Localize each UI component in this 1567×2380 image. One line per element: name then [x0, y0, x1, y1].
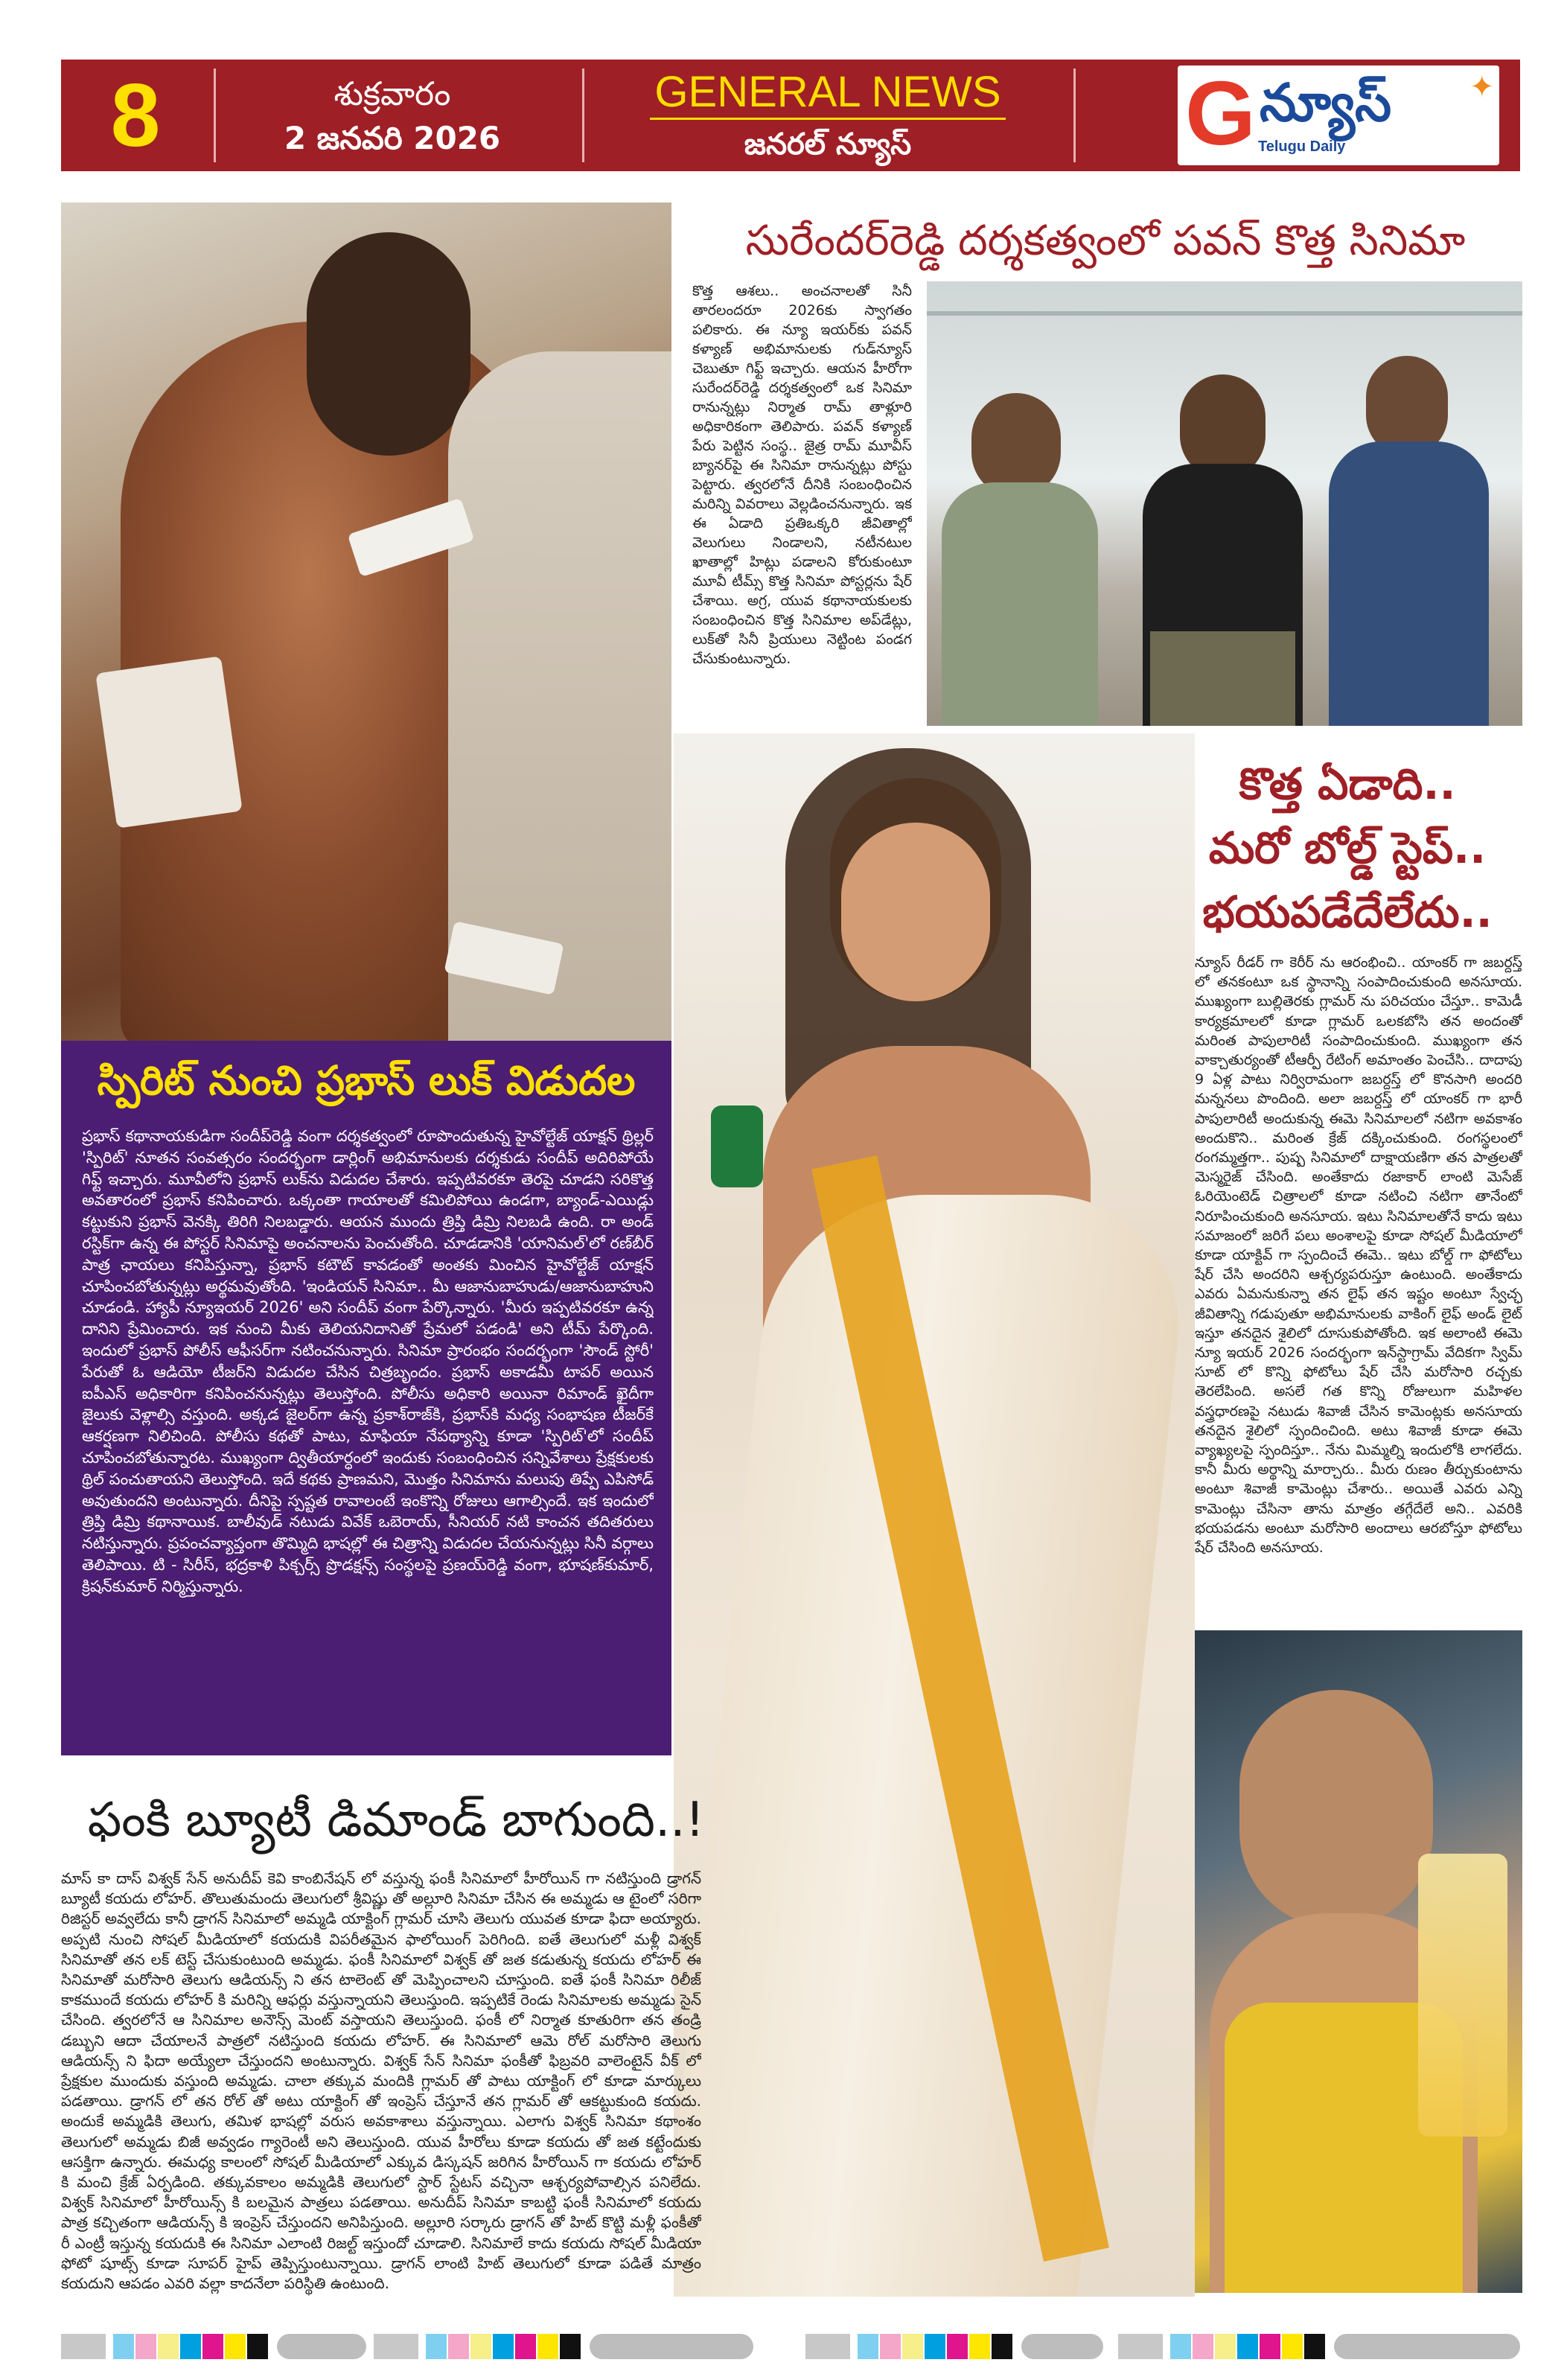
phanki-headline: ఫంకి బ్యూటీ డిమాండ్ బాగుంది..! [87, 1793, 705, 1848]
color-patch [493, 2334, 514, 2359]
color-patch [1193, 2334, 1213, 2359]
color-patch [158, 2334, 179, 2359]
person-legs-shape [1150, 631, 1295, 726]
anasuya-photo [1195, 1630, 1522, 2293]
person-head-shape [1180, 374, 1266, 479]
pawan-team-photo [927, 281, 1522, 726]
color-patch [277, 2334, 366, 2359]
color-patch [1118, 2334, 1163, 2359]
color-patch [1237, 2334, 1258, 2359]
header-divider [582, 68, 584, 162]
color-patch [1334, 2334, 1520, 2359]
color-patch [448, 2334, 469, 2359]
color-patch [1021, 2334, 1103, 2359]
actress-saree-photo [674, 733, 1195, 2297]
header-divider [214, 68, 216, 162]
section-title-te: జనరల్ న్యూస్ [744, 127, 912, 162]
color-patch [180, 2334, 201, 2359]
logo-letter: G [1185, 63, 1256, 164]
color-patch [470, 2334, 491, 2359]
logo-word: న్యూస్ [1260, 72, 1392, 133]
new-year-headline-line: కొత్త ఏడాది.. [1239, 759, 1456, 809]
new-year-article-body: న్యూస్ రీడర్ గా కెరీర్ ను ఆరంభించి.. యాంకర్ గా జబర్దస్త్ లో తనకంటూ ఒక స్థానాన్ని సంపాదించుకుంది అనసూయ. ముఖ్యంగా బుల్లితెరకు గ్లామర్ ను పరిచయం చేస్తూ.. కామెడీ కార్యక్రమాలలో కూడా గ్లామర్ ఒలకబోసి తన అందంతో మరింత పాపులారిటీ సంపాదించుకుంది. ముఖ్యంగా తన వాక్చాతుర్యంతో టీఆర్పీ రేటింగ్ అమాంతం పెంచేసి.. దాదాపు 9 ఏళ్ల పాటు నిర్విరామంగా జబర్దస్త్ లో కొనసాగి అందరి మన్ననలు పొందింది. అలా జబర్దస్త్ లో యాంకర్ గా భారీ పాపులారిటీ అందుకున్న ఈమె సినిమాలలో నటిగా అవకాశం అందుకొని.. మరింత క్రేజ్ దక్కించుకుంది. రంగస్థలంలో రంగమ్మత్తగా.. పుష్ప సినిమాలో దాక్షాయణిగా తన పాత్రలతో మెస్మరైజ్ చేసింది. అంతేకాదు రజాకార్ లాంటి మెసేజ్ ఓరియెంటెడ్ చిత్రాలలో కూడా నటించి నటిగా తానేంటో నిరూపించుకుంది అనసూయ. ఇటు సినిమాలతోనే కాదు ఇటు సమాజంలో జరిగే పలు అంశాలపై కూడా సోషల్ మీడియాలో కూడా యాక్టివ్ గా స్పందించే ఈమె.. ఇటు బోల్డ్ గా ఫోటోలు షేర్ చేసి అందరిని ఆశ్చర్యపరుస్తూ ఉంటుంది. అంతేకాదు ఎవరు ఏమనుకున్నా తన లైఫ్ తన ఇష్టం అంటూ స్వేచ్ఛ జీవితాన్ని గడుపుతూ అభిమానులకు వాకింగ్ లైఫ్ అండ్ లైట్ ఇస్తూ తనదైన శైలిలో దూసుకుపోతోంది. ఇక అలాంటి ఈమె న్యూ ఇయర్ 2026 సందర్భంగా ఇన్‌స్టాగ్రామ్ వేదికగా స్విమ్ సూట్ లో కొన్ని ఫోటోలు షేర్ చేసి మరోసారి రచ్చకు తెరలేపింది. అసలే గత కొన్ని రోజులుగా మహిళల వస్త్రధారణపై నటుడు శివాజీ చేసిన కామెంట్లకు అనసూయ తనదైన శైలిలో స్పందించింది. అటు శివాజీ కూడా ఈమె వ్యాఖ్యలపై స్పందిస్తూ.. నేను మిమ్మల్ని ఇందులోకి లాగలేదు. కానీ మీరు అర్థాన్ని మార్చారు.. మీరు రుణం తీర్చుకుంటాను అంటూ శివాజీ కామెంట్లు చేశారు.. అయితే ఎవరు ఎన్ని కామెంట్లు చేసినా తాను మాత్రం తగ్గేదేలే అని.. ఎవరికి భయపడను అంటూ మరోసారి అందాలు ఆరబోస్తూ ఫోటోలు షేర్ చేసింది అనసూయ. [1195, 954, 1522, 1557]
bandage-shape [95, 656, 243, 829]
color-patch [1170, 2334, 1191, 2359]
color-patch [247, 2334, 268, 2359]
phanki-article-body: మాస్ కా దాస్ విశ్వక్ సేన్ అనుదీప్ కెవి కాంబినేషన్ లో వస్తున్న ఫంకీ సినిమాలో హీరోయిన్ గా నటిస్తుంది డ్రాగన్ బ్యూటీ కయదు లోహర్. తొలుతుమందు తెలుగులో శ్రీవిష్ణు తో అల్లూరి సినిమా చేసిన ఈ అమ్మడు ఆ టైంలో సరిగా రిజిస్టర్ అవ్వలేదు కానీ డ్రాగన్ సినిమాలో అమ్మడి యాక్టింగ్ గ్లామర్ చూసి తెలుగు యువత కూడా ఫిదా అయ్యారు. అప్పటి నుంచి సోషల్ మీడియాలో కయదుకి విపరీతమైన ఫాలోయింగ్ పెరిగింది. ఐతే తెలుగులో మళ్లీ విశ్వక్ సినిమాతో తన లక్ టెస్ట్ చేసుకుంటుంది అమ్మడు. ఫంకీ సినిమాలో విశ్వక్ తో జత కడుతున్న కయదు లోహర్ ఈ సినిమాతో మరోసారి తెలుగు ఆడియన్స్ ని తన టాలెంట్ తో మెప్పించాలని చూస్తుంది. ఐతే ఫంకీ సినిమా రిలీజ్ కాకముందే కయదు లోహర్ కి మరిన్ని ఆఫర్లు వస్తున్నాయని తెలుస్తుంది. ఇప్పటికే రెండు సినిమాలకు అమ్మడు సైన్ చేసింది. త్వరలోనే ఆ సినిమాల అనౌన్స్ మెంట్ వస్తాయని తెలుస్తుంది. ఫంకీ లో నిర్మాత కూతురిగా తన తండ్రి డబ్బుని ఆదా చేయాలనే పాత్రలో నటిస్తుంది కయదు లోహర్. ఈ సినిమాలో ఆమె రోల్ మరోసారి తెలుగు ఆడియన్స్ ని ఫిదా అయ్యేలా చేస్తుందని అంటున్నారు. విశ్వక్ సేన్ సినిమా ఫంకీతో ఫిబ్రవరి వాలెంటైన్ వీక్ లో ప్రేక్షకుల ముందుకు వస్తుంది అమ్మడు. చాలా తక్కువ మందికి గ్లామర్ తో పాటు యాక్టింగ్ లో కూడా మార్కులు పడతాయి. డ్రాగన్ లో తన రోల్ తో అటు యాక్టింగ్ తో ఇంప్రెస్ చేస్తూనే తన గ్లామర్ తో ఆకట్టుకుంది కయదు. అందుకే అమ్మడికి తెలుగు, తమిళ భాషల్లో వరుస అవకాశాలు వస్తున్నాయి. ఎలాగు విశ్వక్ సినిమా కథాంశం తెలుగులో అమ్మడు బిజీ అవ్వడం గ్యారెంటీ అని తెలుస్తుంది. యువ హీరోలు కూడా కయదు తో జత కట్టేందుకు ఆసక్తిగా ఉన్నారు. ఈమధ్య కాలంలో సోషల్ మీడియాలో ఎక్కువ డిస్కషన్ జరిగిన హీరోయిన్ గా కయదు లోహర్ కి మంచి క్రేజ్ ఏర్పడింది. తక్కువకాలం అమ్మడికి తెలుగులో స్టార్ స్టేటస్ వచ్చినా ఆశ్చర్యపోవాల్సిన పనిలేదు. విశ్వక్ సినిమాలో హీరోయిన్స్ కి బలమైన పాత్రలు పడతాయి. అనుదీప్ సినిమా కాబట్టి ఫంకీ సినిమాలో కయదు పాత్ర కచ్చితంగా ఆడియన్స్ కి ఇంప్రెస్ చేస్తుందని అనిపిస్తుంది. అల్లూరి సర్కారు డ్రాగన్ తో హిట్ కొట్టి మళ్లీ ఫంకీతో రీ ఎంట్రీ ఇస్తున్న కయదుకి ఈ సినిమా ఎలాంటి రిజల్ట్ ఇస్తుందో చూడాలి. సినిమాలే కాదు కయదు సోషల్ మీడియా ఫోటో షూట్స్ కూడా సూపర్ హైప్ తెప్పిస్తుంటున్నాయి. డ్రాగన్ లాంటి హిట్ తెలుగులో కూడా పడితే మాత్రం కయదుని ఆపడం ఎవరి వల్లా కాదనేలా పరిస్థితి ఉంటుంది. [61, 1869, 701, 2293]
new-year-headline [1176, 752, 1519, 944]
header-divider [1073, 68, 1076, 162]
color-patch [515, 2334, 536, 2359]
page-number: 8 [110, 66, 161, 165]
color-patch [1260, 2334, 1280, 2359]
spirit-poster-photo [61, 202, 671, 1041]
color-patch [590, 2334, 753, 2359]
print-color-bar [61, 2334, 1520, 2359]
face-shape [841, 823, 990, 1001]
new-year-headline-line: మరో బోల్డ్ స్టెప్.. [1208, 823, 1487, 873]
color-patch [858, 2334, 878, 2359]
person-body-shape [1329, 441, 1489, 726]
color-patch [902, 2334, 923, 2359]
issue-date-text: 2 జనవరి 2026 [284, 120, 501, 156]
color-patch [947, 2334, 968, 2359]
spirit-article-box [61, 1041, 671, 1755]
section-title [597, 67, 1059, 169]
color-patch [1304, 2334, 1325, 2359]
person-body-shape [942, 482, 1098, 726]
new-year-headline-line: భయపడేదేలేదు.. [1202, 887, 1493, 937]
color-patch [880, 2334, 901, 2359]
color-patch [925, 2334, 945, 2359]
section-title-en: GENERAL NEWS [650, 67, 1005, 120]
logo-subtitle: Telugu Daily [1258, 138, 1346, 155]
color-patch [1215, 2334, 1236, 2359]
newspaper-logo [1178, 63, 1499, 165]
person-head-shape [971, 393, 1061, 497]
color-patch [992, 2334, 1012, 2359]
ceiling-line [927, 311, 1522, 316]
color-patch [537, 2334, 558, 2359]
color-patch [61, 2334, 106, 2359]
juice-glass-shape [1418, 1854, 1507, 2137]
color-patch [969, 2334, 990, 2359]
color-patch [113, 2334, 134, 2359]
pawan-headline: సురేందర్‌రెడ్డి దర్శకత్వంలో పవన్ కొత్త సినిమా [745, 217, 1466, 265]
face-shape [1239, 1690, 1433, 1928]
color-patch [374, 2334, 418, 2359]
issue-day: శుక్రవారం [333, 75, 451, 113]
color-patch [202, 2334, 223, 2359]
color-patch [135, 2334, 156, 2359]
color-patch [225, 2334, 246, 2359]
logo-flame-icon: ✦ [1469, 70, 1495, 104]
pawan-article-body: కొత్త ఆశలు.. అంచనాలతో సినీ తారలందరూ 2026కు స్వాగతం పలికారు. ఈ న్యూ ఇయర్‌కు పవన్ కళ్యాణ్ అభిమానులకు గుడ్‌న్యూస్ చెబుతూ గిఫ్ట్ ఇచ్చారు. ఆయన హీరోగా సురేందర్‌రెడ్డి దర్శకత్వంలో ఒక సినిమా రానున్నట్లు నిర్మాత రామ్ తాళ్లూరి అధికారికంగా తెలిపారు. పవన్ కళ్యాణ్ పేరు పెట్టిన సంస్థ.. జైత్ర రామ్ మూవీస్ బ్యానర్‌పై ఈ సినిమా రానున్నట్లు పోస్టు పెట్టారు. త్వరలోనే దీనికి సంబంధించిన మరిన్ని వివరాలు వెల్లడించనున్నారు. ఇక ఈ ఏడాది ప్రతిఒక్కరి జీవితాల్లో వెలుగులు నిండాలని, నటీనటుల ఖాతాల్లో హిట్లు పడాలని కోరుకుంటూ మూవీ టీమ్స్ కొత్త సినిమా పోస్టర్లను షేర్ చేశాయి. అగ్ర, యువ కథానాయకులకు సంబంధించిన కొత్త సినిమాల అప్‌డేట్లు, లుక్‌తో సినీ ప్రియులు నెట్టింట పండగ చేసుకుంటున్నారు. [692, 283, 912, 667]
color-patch [1282, 2334, 1303, 2359]
figure-head-shape [307, 232, 470, 456]
color-patch [805, 2334, 850, 2359]
color-patch [560, 2334, 581, 2359]
issue-date [221, 73, 564, 161]
bangles-shape [711, 1106, 763, 1187]
spirit-headline: స్పిరిట్ నుంచి ప్రభాస్ లుక్ విడుదల [97, 1057, 636, 1104]
color-patch [426, 2334, 447, 2359]
spirit-article-body: ప్రభాస్ కథానాయకుడిగా సందీప్‌రెడ్డి వంగా దర్శకత్వంలో రూపొందుతున్న హైవోల్టేజ్ యాక్షన్ థ్రిల్లర్ 'స్పిరిట్' నూతన సంవత్సరం సందర్భంగా డార్లింగ్ అభిమానులకు దర్శకుడు సందీప్ అదిరిపోయే గిఫ్ట్ ఇచ్చారు. మూవీలోని ప్రభాస్ లుక్‌ను విడుదల చేశారు. ఇప్పటివరకూ తెరపై చూడని సరికొత్త అవతారంలో ప్రభాస్ కనిపించారు. ఒక్కంతా గాయాలతో కమిలిపోయి ఉండగా, బ్యాండ్-ఎయిడ్లు కట్టుకుని ప్రభాస్ వెనక్కి తిరిగి నిలబడ్డారు. ఆయన ముందు త్రిప్తి డిమ్రి నిలబడి ఉంది. రా అండ్ రస్టిక్‌గా ఉన్న ఈ పోస్టర్ సినిమాపై అంచనాలను పెంచుతోంది. చూడడానికి 'యానిమల్'లో రణ్‌బీర్ పాత్ర ఛాయలు కనిపిస్తున్నా, ప్రభాస్ కటౌట్ కావడంతో అంతకు మించిన హైవోల్టేజ్ యాక్షన్ చూపించబోతున్నట్లు అర్థమవుతోంది. 'ఇండియన్ సినిమా.. మీ ఆజానుబాహుడు/ఆజానుబాహుని చూడండి. హ్యాపీ న్యూఇయర్ 2026' అని సందీప్ వంగా పేర్కొన్నారు. 'మీరు ఇప్పటివరకూ ఉన్న దానిని ప్రేమించారు. ఇక నుంచి మీకు తెలియనిదానితో ప్రేమలో పడండి' అని టీమ్ పేర్కొంది. ఇందులో ప్రభాస్ పోలీస్ ఆఫీసర్‌గా నటించనున్నారు. సినిమా ప్రారంభం సందర్భంగా 'సౌండ్ స్టోరీ' పేరుతో ఓ ఆడియో టీజర్‌ని విడుదల చేసిన చిత్రబృందం. ప్రభాస్ అకాడమీ టాపర్ అయిన ఐపీఎస్ అధికారిగా కనిపించనున్నట్లు తెలుస్తోంది. పోలీసు అధికారి అయినా రిమాండ్ ఖైదీగా జైలుకు వెళ్లాల్సి వస్తుంది. అక్కడ జైలర్‌గా ఉన్న ప్రకాశ్‌రాజ్‌కి, ప్రభాస్‌కి మధ్య సంభాషణ టీజర్‌కే ఆకర్షణగా నిలిచింది. పోలీసు కథతో పాటు, మాఫియా నేపథ్యాన్ని కూడా 'స్పిరిట్'లో సందీప్ చూపించబోతున్నారట. ముఖ్యంగా ద్వితీయార్ధంలో ఇందుకు సంబంధించిన సన్నివేశాలు ప్రేక్షకులకు థ్రిల్ పంచుతాయని తెలుస్తోంది. ఇదే కథకు ప్రాణమని, మొత్తం సినిమాను మలుపు తిప్పే ఎపిసోడ్ అవుతుందని అంటున్నారు. దీనిపై స్పష్టత రావాలంటే ఇంకొన్ని రోజులు ఆగాల్సిందే. ఇక ఇందులో త్రిప్తి డిమ్రి కథానాయిక. బాలీవుడ్ నటుడు వివేక్ ఒబెరాయ్, సీనియర్ నటి కాంచన తదితరులు నటిస్తున్నారు. ప్రపంచవ్యాప్తంగా తొమ్మిది భాషల్లో ఈ చిత్రాన్ని విడుదల చేయనున్నట్లు సినీ వర్గాలు తెలిపాయి. టి - సిరీస్, భద్రకాళి పిక్చర్స్ ప్రొడక్షన్స్ సంస్థలపై ప్రణయ్‌రెడ్డి వంగా, భూషణ్‌కుమార్, క్రిషన్‌కుమార్ నిర్మిస్తున్నారు. [82, 1127, 654, 1595]
masthead [61, 60, 1520, 171]
